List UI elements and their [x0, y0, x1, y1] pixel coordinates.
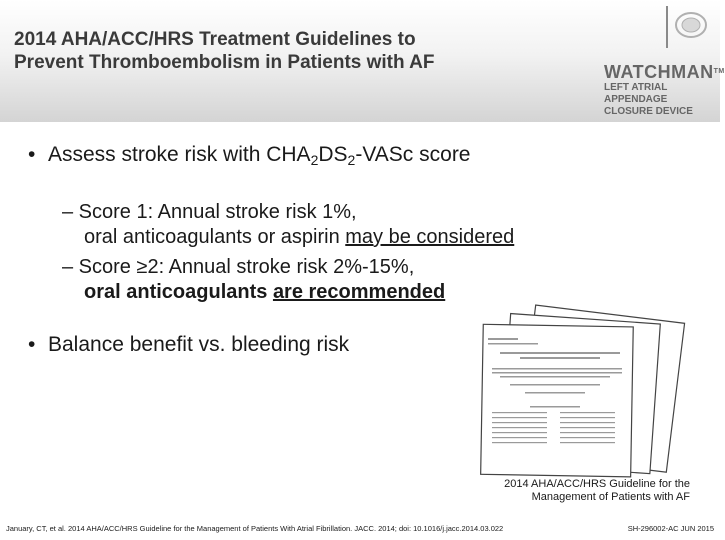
stacked-pages-icon [470, 308, 710, 478]
brand-name: WATCHMAN [604, 62, 714, 82]
guideline-document-image [470, 308, 710, 478]
company-logo-icon [674, 10, 708, 40]
bullet-balance-benefit [28, 332, 349, 358]
subitem2-underlined-text: are recommended [272, 281, 446, 303]
bullet1-subscript-1: 2 [310, 152, 319, 168]
subitem2-plain-text: oral anticoagulants [84, 281, 273, 303]
caption-line-1: 2014 AHA/ACC/HRS Guideline for the [504, 478, 690, 490]
subitem2-line1: – Score ≥2: Annual stroke risk 2%-15%, [62, 256, 415, 278]
title-line-1: 2014 AHA/ACC/HRS Treatment Guidelines to [14, 29, 416, 50]
brand-trademark: TM [713, 68, 725, 75]
subitem1-plain-text: oral anticoagulants or aspirin [84, 226, 346, 248]
footer-code: SH-296002-AC JUN 2015 [627, 524, 714, 533]
bullet2-text: Balance benefit vs. bleeding risk [48, 333, 350, 356]
bullet1-subscript-2: 2 [347, 152, 356, 168]
bullet1-text-mid: DS [318, 143, 348, 166]
caption-line-2: Management of Patients with AF [531, 491, 690, 503]
subitem1-line2 [62, 225, 514, 250]
slide-title [14, 28, 574, 74]
brand-subtitle-2: CLOSURE DEVICE [604, 106, 693, 117]
title-line-2: Prevent Thromboembolism in Patients with AF [14, 52, 435, 73]
subitem1-line1: – Score 1: Annual stroke risk 1%, [62, 201, 357, 223]
header-divider [666, 6, 668, 48]
bullet-dot: • [28, 333, 36, 356]
bullet-dot: • [28, 143, 36, 166]
bullet1-text-suffix: -VASc score [355, 143, 471, 166]
subitem2-line2 [62, 280, 445, 305]
document-caption [478, 478, 690, 504]
brand-subtitle-1: LEFT ATRIAL APPENDAGE [604, 82, 668, 105]
subitem1-underlined-text: may be considered [345, 226, 515, 248]
subitem-score-2 [62, 255, 445, 305]
watchman-logo [604, 62, 725, 118]
footer-citation: January, CT, et al. 2014 AHA/ACC/HRS Guideline for the Management of Patients With Atrial Fibrillation. JACC. 2014; doi: 10.1016/j.jacc.2014.03.022 [6, 524, 504, 533]
slide-header [0, 0, 725, 122]
bullet-assess-stroke-risk [28, 142, 471, 173]
bullet1-text-prefix: Assess stroke risk with CHA [48, 143, 311, 166]
subitem-score-1 [62, 200, 514, 250]
